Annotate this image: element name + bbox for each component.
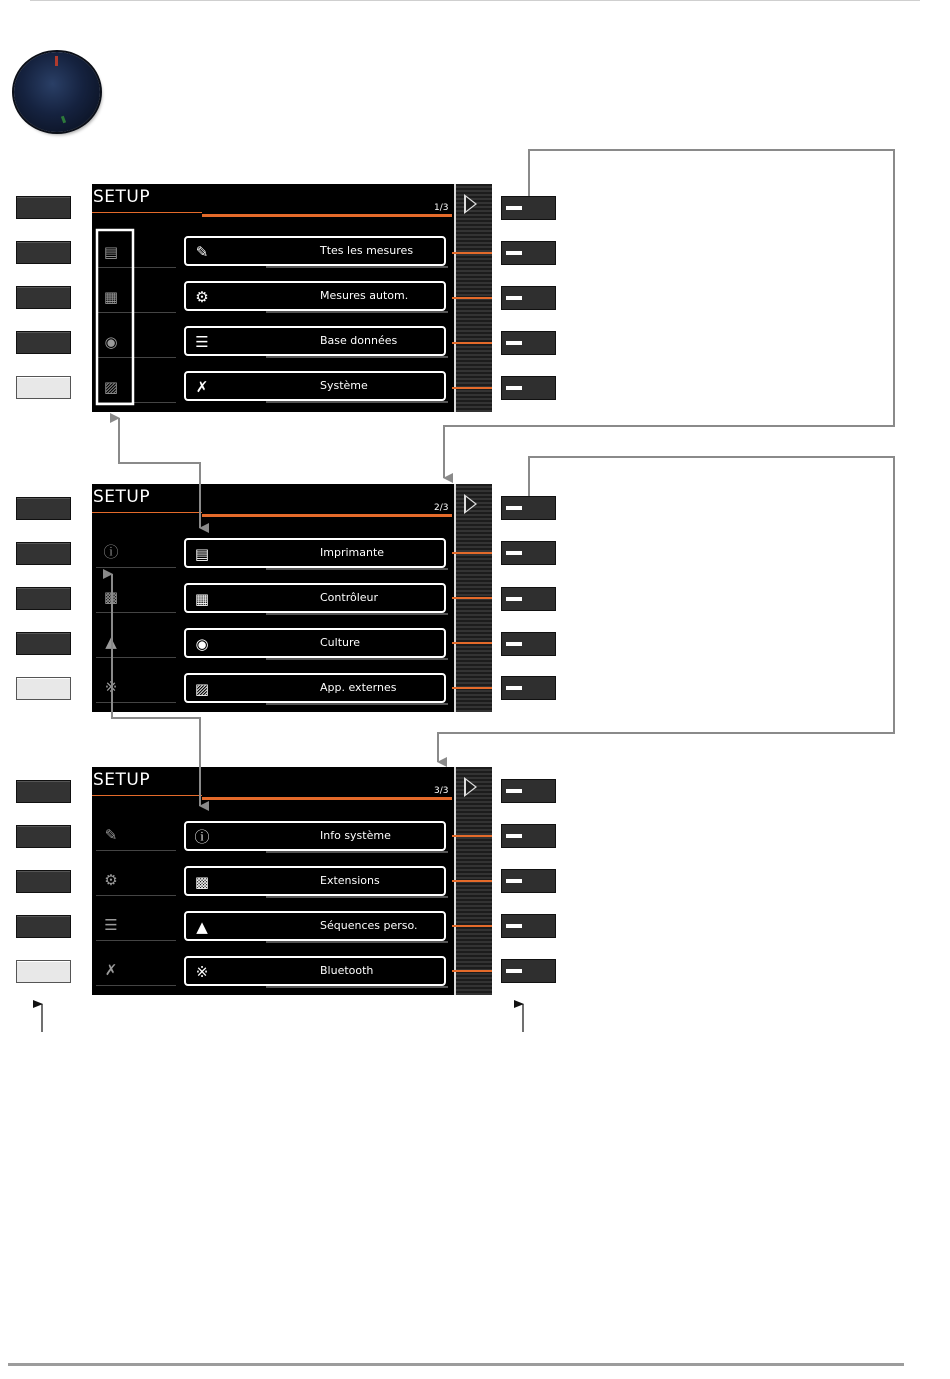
softkey-dash [506,251,522,255]
menu-item-printer[interactable] [184,538,446,568]
softkey-button-3-2[interactable] [501,824,556,848]
menu-item-system[interactable] [184,371,446,401]
softkey-button-3-4[interactable] [501,914,556,938]
left-shortcut-controller[interactable] [96,282,181,312]
page-indicator: 3/3 [434,786,449,796]
next-page-icon[interactable] [464,494,477,514]
softkey-tick [452,970,492,972]
menu-item-label: Culture [320,636,361,649]
row-rule [96,402,176,403]
softkey-dash [506,296,522,300]
globe-icon: ◉ [104,333,118,351]
page-indicator: 1/3 [434,203,449,213]
db-icon: ▤ [103,243,119,261]
menu-item-external-apps[interactable] [184,673,446,703]
row-rule [96,267,176,268]
softkey-dash [506,506,522,510]
softkey-dash [506,686,522,690]
softkey-dash [506,879,522,883]
sequence-icon: ▲ [105,633,117,651]
menu-item-system-info[interactable] [184,821,446,851]
bluetooth-icon: ※ [104,678,118,696]
menu-item-label: Mesures autom. [320,289,409,302]
softkey-tick [452,252,492,254]
menu-item-culture[interactable] [184,628,446,658]
left-hardware-button-3-3[interactable] [16,870,71,893]
database-icon: ☰ [195,333,209,351]
softkey-tick [452,642,492,644]
menu-item-controller[interactable] [184,583,446,613]
softkey-dash [506,969,522,973]
left-shortcut-db[interactable] [96,237,181,267]
accent-rule [202,797,452,800]
left-shortcut-plugin[interactable] [96,372,181,402]
controller-icon: ▦ [194,590,210,608]
left-hardware-button-3-2[interactable] [16,825,71,848]
left-shortcut-sequences[interactable] [96,627,181,657]
screen-title: SETUP [93,187,151,207]
softkey-button-3-5[interactable] [501,959,556,983]
menu-item-label: Ttes les mesures [320,244,414,257]
menu-item-all-measurements[interactable] [184,236,446,266]
plugin-icon: ▨ [103,378,119,396]
softkey-button-3-3[interactable] [501,869,556,893]
tools-icon: ✗ [195,378,209,396]
page-indicator: 2/3 [434,503,449,513]
setup-screen-1 [92,184,492,412]
left-shortcut-bluetooth[interactable] [96,672,181,702]
row-rule [96,850,176,851]
softkey-button-1-2[interactable] [501,241,556,265]
softkey-tick [452,552,492,554]
left-shortcut-all-measurements[interactable] [96,820,181,850]
left-shortcut-info[interactable] [96,537,181,567]
softkey-dash [506,789,522,793]
puzzle-icon: ▩ [103,588,119,606]
printer-icon: ▤ [194,545,210,563]
menu-item-label: Imprimante [320,546,385,559]
footer-rule [8,1363,904,1366]
row-rule [96,567,176,568]
menu-item-custom-sequences[interactable] [184,911,446,941]
softkey-dash [506,551,522,555]
softkey-tick [452,835,492,837]
rotary-knob[interactable] [14,52,100,132]
title-rule [92,795,202,796]
left-hardware-button-1-3[interactable] [16,286,71,309]
left-shortcut-system[interactable] [96,955,181,985]
left-hardware-button-2-4[interactable] [16,632,71,655]
left-hardware-button-2-5[interactable] [16,677,71,700]
setup-screen-2 [92,484,492,712]
softkey-dash [506,341,522,345]
softkey-dash [506,386,522,390]
info-icon: ⓘ [103,543,119,561]
title-rule [92,512,202,513]
softkey-tick [452,687,492,689]
next-page-icon[interactable] [464,194,477,214]
softkey-button-2-4[interactable] [501,632,556,656]
auto-measure-icon: ⚙ [195,288,209,306]
database-icon: ☰ [104,916,118,934]
page-top-rule [30,0,920,1]
softkey-button-1-4[interactable] [501,331,556,355]
softkey-dash [506,642,522,646]
knob-marker-red [55,56,58,66]
left-hardware-button-1-5[interactable] [16,376,71,399]
softkey-tick [452,925,492,927]
plugin-icon: ▨ [194,680,210,698]
left-hardware-button-1-2[interactable] [16,241,71,264]
measure-all-icon: ✎ [104,826,118,844]
puzzle-icon: ▩ [194,873,210,891]
softkey-tick [452,297,492,299]
row-rule [96,940,176,941]
menu-item-extensions[interactable] [184,866,446,896]
screen-title: SETUP [93,770,151,790]
left-hardware-button-1-1[interactable] [16,196,71,219]
menu-item-label: Bluetooth [320,964,374,977]
softkey-dash [506,206,522,210]
softkey-tick [452,880,492,882]
left-hardware-button-3-5[interactable] [16,960,71,983]
menu-item-label: Contrôleur [320,591,379,604]
softkey-button-2-5[interactable] [501,676,556,700]
menu-item-database[interactable] [184,326,446,356]
softkey-tick [452,342,492,344]
globe-icon: ◉ [195,635,209,653]
info-icon: ⓘ [194,828,210,846]
left-hardware-button-2-3[interactable] [16,587,71,610]
left-shortcut-auto-measurements[interactable] [96,865,181,895]
tools-icon: ✗ [104,961,118,979]
menu-item-label: Système [320,379,368,392]
auto-measure-icon: ⚙ [104,871,118,889]
row-rule [96,612,176,613]
title-rule [92,212,202,213]
softkey-button-2-3[interactable] [501,587,556,611]
menu-item-bluetooth[interactable] [184,956,446,986]
row-rule [96,357,176,358]
left-shortcut-globe[interactable] [96,327,181,357]
left-shortcut-extensions[interactable] [96,582,181,612]
row-rule [96,657,176,658]
softkey-tick [452,597,492,599]
softkey-dash [506,834,522,838]
accent-rule [202,214,452,217]
menu-item-auto-measurements[interactable] [184,281,446,311]
softkey-button-2-1[interactable] [501,496,556,520]
row-rule [96,312,176,313]
left-hardware-button-2-1[interactable] [16,497,71,520]
menu-item-label: Extensions [320,874,380,887]
menu-item-label: Info système [320,829,391,842]
row-rule [96,985,176,986]
screen-title: SETUP [93,487,151,507]
softkey-button-1-5[interactable] [501,376,556,400]
row-rule [96,895,176,896]
softkey-button-1-3[interactable] [501,286,556,310]
sequence-icon: ▲ [196,918,208,936]
left-hardware-button-3-1[interactable] [16,780,71,803]
softkey-button-1-1[interactable] [501,196,556,220]
setup-screen-3 [92,767,492,995]
menu-item-label: App. externes [320,681,397,694]
accent-rule [202,514,452,517]
left-hardware-button-2-2[interactable] [16,542,71,565]
softkey-tick [452,387,492,389]
next-page-icon[interactable] [464,777,477,797]
softkey-dash [506,924,522,928]
left-hardware-button-3-4[interactable] [16,915,71,938]
left-hardware-button-1-4[interactable] [16,331,71,354]
measure-all-icon: ✎ [195,243,209,261]
menu-item-label: Base données [320,334,398,347]
softkey-button-3-1[interactable] [501,779,556,803]
bluetooth-icon: ※ [195,963,209,981]
row-rule [96,702,176,703]
left-shortcut-database[interactable] [96,910,181,940]
menu-item-label: Séquences perso. [320,919,418,932]
controller-icon: ▦ [103,288,119,306]
softkey-button-2-2[interactable] [501,541,556,565]
knob-marker-green [61,116,66,124]
softkey-dash [506,597,522,601]
